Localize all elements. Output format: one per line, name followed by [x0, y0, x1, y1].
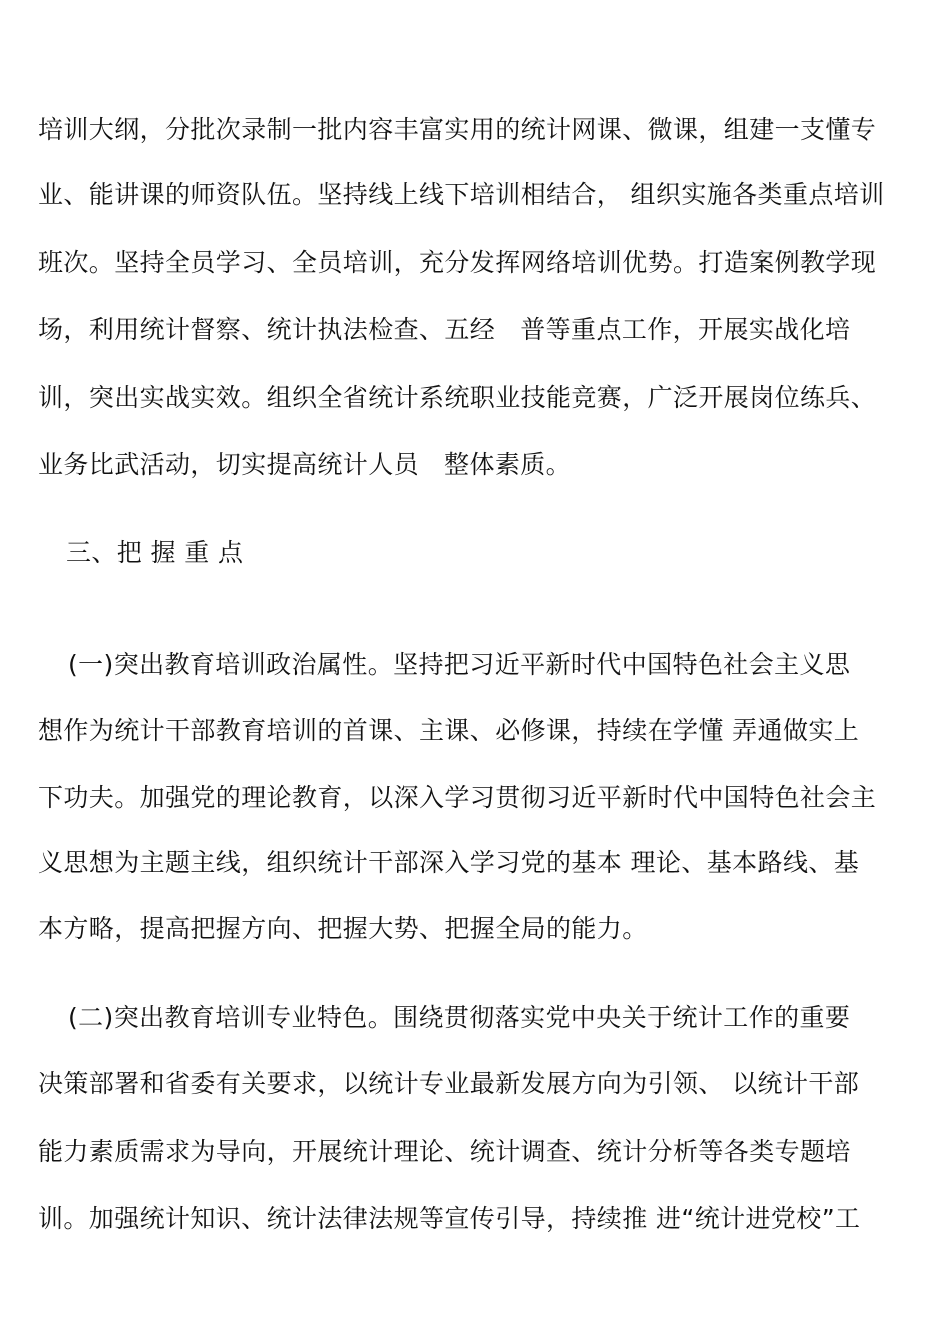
- text-line: (一)突出教育培训政治属性。坚持把习近平新时代中国特色社会主义思: [68, 650, 851, 679]
- text-line: 下功夫。加强党的理论教育，以深入学习贯彻习近平新时代中国特色社会主: [38, 783, 877, 812]
- text-line: 本方略，提高把握方向、把握大势、把握全局的能力。: [38, 914, 648, 943]
- text-line: 培训大纲，分批次录制一批内容丰富实用的统计网课、微课，组建一支懂专: [38, 115, 877, 144]
- text-line: 义思想为主题主线，组织统计干部深入学习党的基本 理论、基本路线、基: [38, 848, 860, 877]
- text-line: 班次。坚持全员学习、全员培训，充分发挥网络培训优势。打造案例教学现: [38, 248, 877, 277]
- section-heading: 三、把 握 重 点: [66, 538, 244, 567]
- text-line: 想作为统计干部教育培训的首课、主课、必修课，持续在学懂 弄通做实上: [38, 716, 860, 745]
- text-line: 场，利用统计督察、统计执法检查、五经 普等重点工作，开展实战化培: [38, 315, 851, 344]
- text-line: 业务比武活动，切实提高统计人员 整体素质。: [38, 450, 572, 479]
- text-line: 决策部署和省委有关要求，以统计专业最新发展方向为引领、 以统计干部: [38, 1069, 860, 1098]
- text-line: 训，突出实战实效。组织全省统计系统职业技能竞赛，广泛开展岗位练兵、: [38, 383, 877, 412]
- text-line: 能力素质需求为导向，开展统计理论、统计调查、统计分析等各类专题培: [38, 1137, 851, 1166]
- text-line: 训。加强统计知识、统计法律法规等宣传引导，持续推 进“统计进党校”工: [38, 1204, 861, 1233]
- text-line: 业、能讲课的师资队伍。坚持线上线下培训相结合， 组织实施各类重点培训: [38, 180, 885, 209]
- text-line: (二)突出教育培训专业特色。围绕贯彻落实党中央关于统计工作的重要: [68, 1003, 851, 1032]
